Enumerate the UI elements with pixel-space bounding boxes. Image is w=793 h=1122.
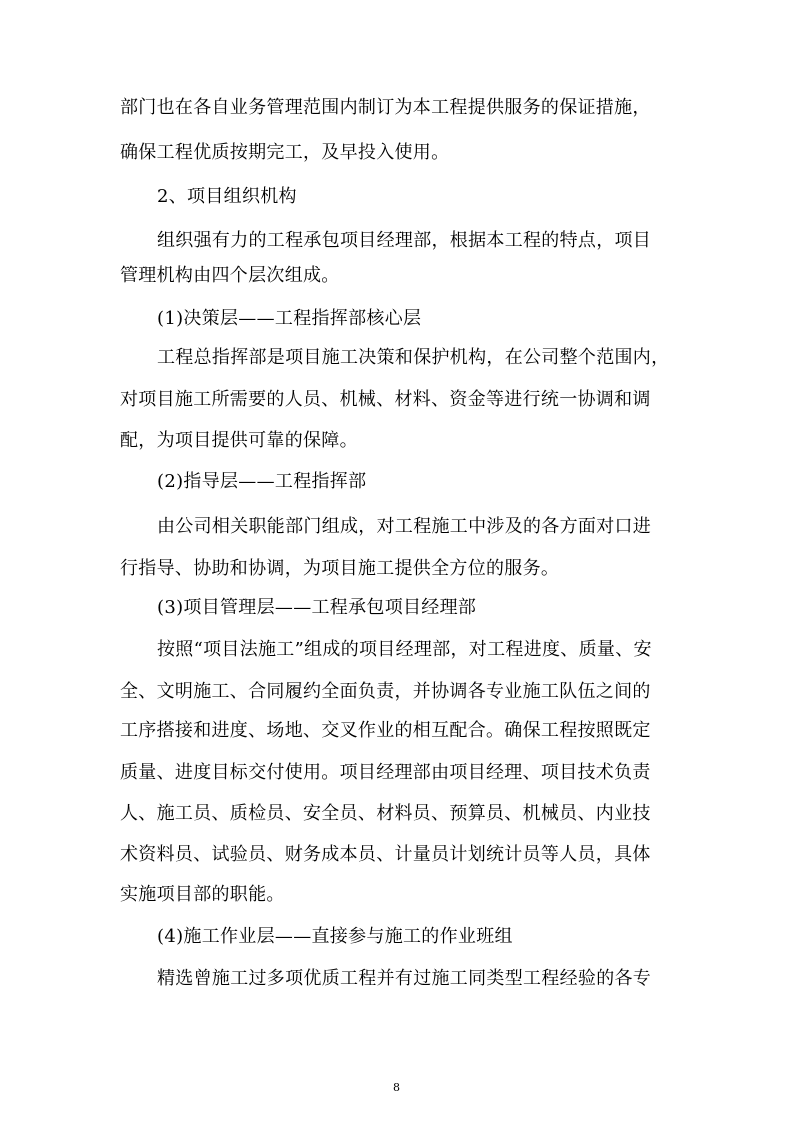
- text-line: 实施项目部的职能。: [120, 884, 285, 905]
- text-line: 人、施工员、质检员、安全员、材料员、预算员、机械员、内业技: [120, 803, 651, 824]
- text-line: 按照“项目法施工”组成的项目经理部，对工程进度、质量、安: [157, 639, 652, 660]
- text-line: 对项目施工所需要的人员、机械、材料、资金等进行统一协调和调: [120, 389, 651, 410]
- page-number: 8: [393, 1081, 400, 1094]
- text-line: 精选曾施工过多项优质工程并有过施工同类型工程经验的各专: [157, 968, 652, 989]
- text-line: 组织强有力的工程承包项目经理部，根据本工程的特点，项目: [157, 230, 652, 251]
- text-line: 行指导、协助和协调，为项目施工提供全方位的服务。: [120, 558, 560, 579]
- text-line: 术资料员、试验员、财务成本员、计量员计划统计员等人员，具体: [120, 844, 651, 865]
- text-line: 配，为项目提供可靠的保障。: [120, 430, 358, 451]
- subsection-heading: (1)决策层——工程指挥部核心层: [157, 308, 422, 329]
- text-line: 工程总指挥部是项目施工决策和保护机构，在公司整个范围内，: [157, 347, 670, 368]
- subsection-heading: (3)项目管理层——工程承包项目经理部: [157, 597, 477, 618]
- subsection-heading: (4)施工作业层——直接参与施工的作业班组: [157, 926, 513, 947]
- text-line: 管理机构由四个层次组成。: [120, 265, 340, 286]
- text-line: 部门也在各自业务管理范围内制订为本工程提供服务的保证措施，: [120, 97, 651, 118]
- section-heading: 2、项目组织机构: [157, 186, 297, 207]
- text-line: 全、文明施工、合同履约全面负责，并协调各专业施工队伍之间的: [120, 681, 651, 702]
- text-line: 工序搭接和进度、场地、交叉作业的相互配合。确保工程按照既定: [120, 720, 651, 741]
- subsection-heading: (2)指导层——工程指挥部: [157, 471, 367, 492]
- text-line: 质量、进度目标交付使用。项目经理部由项目经理、项目技术负责: [120, 762, 651, 783]
- text-line: 确保工程优质按期完工，及早投入使用。: [120, 142, 450, 163]
- text-line: 由公司相关职能部门组成，对工程施工中涉及的各方面对口进: [157, 516, 652, 537]
